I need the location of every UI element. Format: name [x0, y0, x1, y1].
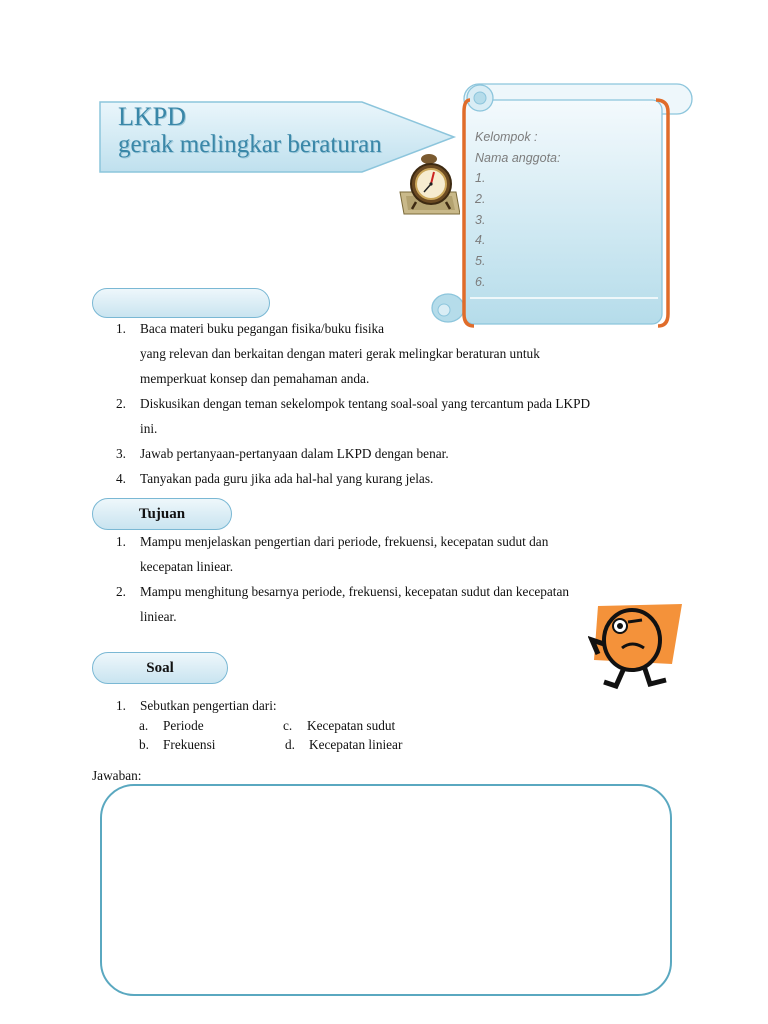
list-item: 4. Tanyakan pada guru jika ada hal-hal yang kurang jelas.: [116, 471, 434, 486]
member-field[interactable]: 2.: [475, 192, 486, 207]
option-c: c. Kecepatan sudut: [283, 718, 396, 733]
list-item: 1. Mampu menjelaskan pengertian dari periode, frekuensi, kecepatan sudut dan: [116, 534, 549, 549]
option-b: b. Frekuensi: [139, 737, 216, 752]
tujuan-heading-pill: [92, 498, 232, 530]
question-number: 1.: [116, 698, 126, 713]
worried-character-icon: [588, 600, 686, 690]
list-item-continuation: kecepatan liniear.: [140, 559, 234, 574]
answer-box[interactable]: [100, 784, 672, 996]
list-item: 1. Baca materi buku pegangan fisika/buku fisika: [116, 321, 385, 336]
member-field[interactable]: 3.: [475, 212, 486, 227]
answer-label: Jawaban:: [92, 768, 142, 783]
title-line-1: LKPD: [118, 102, 186, 131]
group-scroll-card: [430, 82, 698, 332]
list-item-continuation: ini.: [140, 421, 158, 436]
member-field[interactable]: 6.: [475, 274, 486, 289]
list-item-continuation: yang relevan dan berkaitan dengan materi gerak melingkar beraturan untuk: [140, 346, 540, 361]
title-line-2: gerak melingkar beraturan: [118, 131, 382, 158]
list-item: 2. Mampu menghitung besarnya periode, frekuensi, kecepatan sudut dan kecepatan: [116, 584, 570, 599]
instructions-list: [116, 316, 676, 491]
members-label: Nama anggota:: [475, 150, 561, 165]
option-a: a. Periode: [139, 718, 204, 733]
member-field[interactable]: 1.: [475, 171, 486, 186]
list-item: 2. Diskusikan dengan teman sekelompok tentang soal-soal yang tercantum pada LKPD: [116, 396, 591, 411]
member-field[interactable]: 5.: [475, 254, 486, 269]
instructions-heading-pill: [92, 288, 270, 318]
member-field[interactable]: 4.: [475, 233, 486, 248]
list-item-continuation: memperkuat konsep dan pemahaman anda.: [140, 371, 370, 386]
soal-heading: Soal: [146, 660, 174, 676]
soal-heading-pill: [92, 652, 228, 684]
option-d: d. Kecepatan liniear: [285, 737, 403, 752]
question: [116, 696, 277, 715]
group-info: [475, 127, 560, 293]
page-title: [118, 104, 382, 157]
question-text: Sebutkan pengertian dari:: [140, 698, 277, 713]
tujuan-heading: Tujuan: [138, 506, 186, 522]
list-item-continuation: liniear.: [140, 609, 177, 624]
list-item: 3. Jawab pertanyaan-pertanyaan dalam LKPD dengan benar.: [116, 446, 449, 461]
group-label: Kelompok :: [475, 130, 538, 144]
